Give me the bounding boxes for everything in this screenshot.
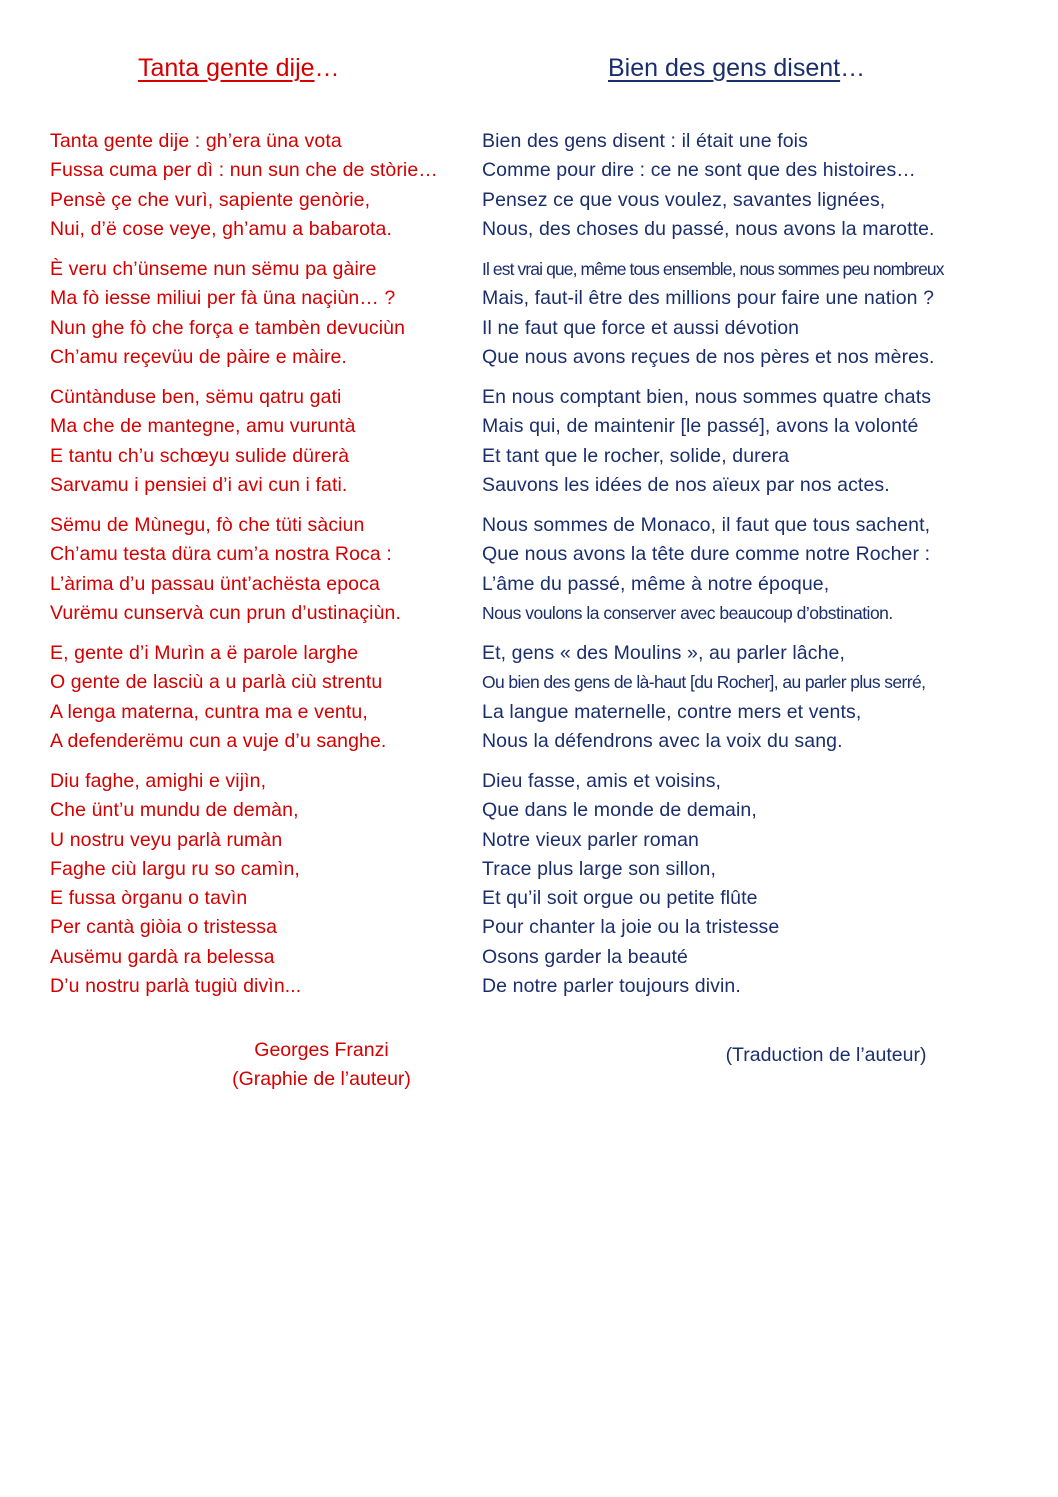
title-main: Bien des gens disent: [608, 54, 841, 82]
verse-line: Fussa cuma per dì : nun sun che de stòrie…: [50, 159, 438, 182]
verse-line: Pour chanter la joie ou la tristesse: [482, 916, 780, 939]
verse-line: L’âme du passé, même à notre époque,: [482, 572, 830, 595]
verse-line: Bien des gens disent : il était une fois: [482, 130, 808, 152]
verse-line: Nous, des choses du passé, nous avons la marotte.: [482, 217, 935, 240]
verse-line: Et tant que le rocher, solide, durera: [482, 444, 790, 467]
verse-line: Comme pour dire : ce ne sont que des histoires…: [482, 159, 916, 182]
verse-line: Mais, faut-il être des millions pour faire une nation ?: [482, 287, 935, 310]
verse-line: Sauvons les idées de nos aïeux par nos actes.: [482, 473, 890, 496]
verse-line: Il ne faut que force et aussi dévotion: [482, 316, 800, 339]
verse-line: Sëmu de Mùnegu, fò che tüti sàciun: [50, 514, 365, 536]
verse-line: Pensez ce que vous voulez, savantes lignées,: [482, 188, 886, 211]
stanza-2: [50, 255, 405, 372]
verse-line: Que nous avons la tête dure comme notre Rocher :: [482, 543, 931, 566]
verse-line: Il est vrai que, même tous ensemble, nous sommes peu nombreux: [482, 259, 944, 279]
verse-line: Et qu’il soit orgue ou petite flûte: [482, 887, 758, 910]
stanza-4: [50, 511, 401, 628]
verse-line: Ch’amu reçevüu de pàire e màire.: [50, 345, 347, 368]
verse-line: Nous voulons la conserver avec beaucoup d’obstination.: [482, 602, 893, 623]
verse-line: Vurëmu cunservà cun prun d’ustinaçiùn.: [50, 601, 402, 624]
verse-line: Pensè çe che vurì, sapiente genòrie,: [50, 188, 371, 211]
stanza-1: [482, 127, 935, 244]
verse-line: Sarvamu i pensiei d’i avi cun i fati.: [50, 473, 348, 496]
verse-line: Ou bien des gens de là-haut [du Rocher], au parler plus serré,: [482, 672, 926, 693]
verse-line: U nostru veyu parlà rumàn: [50, 828, 283, 851]
author-name: Georges Franzi: [254, 1039, 389, 1061]
verse-line: En nous comptant bien, nous sommes quatre chats: [482, 386, 932, 408]
stanza-2: [482, 255, 944, 372]
verse-line: Nui, d’ë cose veye, gh’amu a babarota.: [50, 217, 393, 240]
verse-line: A defenderëmu cun a vuje d’u sanghe.: [50, 729, 387, 752]
verse-line: Notre vieux parler roman: [482, 828, 699, 851]
stanza-3: [482, 383, 931, 500]
verse-line: E, gente d’i Murìn a ë parole larghe: [50, 642, 359, 664]
verse-line: Faghe ciù largu ru so camìn,: [50, 857, 300, 880]
verse-line: Nun ghe fò che força e tambèn devuciùn: [50, 316, 406, 339]
verse-line: La langue maternelle, contre mers et vents,: [482, 700, 862, 723]
verse-line: Tanta gente dije : gh’era üna vota: [50, 130, 342, 152]
verse-line: È veru ch’ünseme nun sëmu pa gàire: [50, 258, 377, 280]
stanza-5: [482, 639, 925, 756]
stanza-4: [482, 511, 930, 628]
verse-line: De notre parler toujours divin.: [482, 975, 741, 998]
verse-line: Trace plus large son sillon,: [482, 857, 717, 880]
verse-line: O gente de lasciù a u parlà ciù strentu: [50, 671, 383, 694]
verse-line: Que dans le monde de demain,: [482, 799, 757, 822]
verse-line: Nous sommes de Monaco, il faut que tous sachent,: [482, 514, 931, 536]
verse-line: Osons garder la beauté: [482, 945, 688, 968]
verse-line: Ch’amu testa düra cum’a nostra Roca :: [50, 543, 392, 566]
verse-line: L’àrima d’u passau ünt’achësta epoca: [50, 572, 380, 595]
verse-line: Que nous avons reçues de nos pères et nos mères.: [482, 345, 935, 368]
verse-line: Ausëmu gardà ra belessa: [50, 945, 275, 968]
verse-line: Ma fò iesse miliui per fà üna naçiùn… ?: [50, 287, 396, 310]
title-main: Tanta gente dije: [138, 54, 315, 82]
verse-line: Per cantà giòia o tristessa: [50, 916, 278, 939]
author-note: (Graphie de l’auteur): [232, 1068, 411, 1090]
stanza-5: [50, 639, 386, 756]
title-ellipsis: …: [314, 54, 340, 82]
verse-line: Nous la défendrons avec la voix du sang.: [482, 729, 843, 752]
stanza-6: [482, 767, 779, 1001]
verse-line: Mais qui, de maintenir [le passé], avons la volonté: [482, 415, 919, 438]
verse-line: E fussa òrganu o tavìn: [50, 887, 248, 910]
verse-line: Ma che de mantegne, amu vuruntà: [50, 415, 356, 438]
translation-note: [700, 1041, 952, 1070]
verse-line: D’u nostru parlà tugiù divìn...: [50, 975, 302, 998]
stanza-3: [50, 383, 356, 500]
poem-title-french: [608, 54, 865, 83]
translation-credit: (Traduction de l’auteur): [725, 1044, 927, 1066]
verse-line: Dieu fasse, amis et voisins,: [482, 770, 722, 792]
verse-line: Che ünt’u mundu de demàn,: [50, 799, 299, 822]
verse-line: Cüntànduse ben, sëmu qatru gati: [50, 386, 342, 408]
stanza-1: [50, 127, 438, 244]
stanza-6: [50, 767, 301, 1001]
title-ellipsis: …: [840, 54, 866, 82]
verse-line: Et, gens « des Moulins », au parler lâche,: [482, 642, 845, 664]
verse-line: Diu faghe, amighi e vijìn,: [50, 770, 267, 792]
author-signature: [200, 1036, 443, 1094]
verse-line: E tantu ch’u schœyu sulide dürerà: [50, 444, 350, 467]
verse-line: A lenga materna, cuntra ma e ventu,: [50, 700, 368, 723]
poem-title-monegasque: [138, 54, 340, 83]
